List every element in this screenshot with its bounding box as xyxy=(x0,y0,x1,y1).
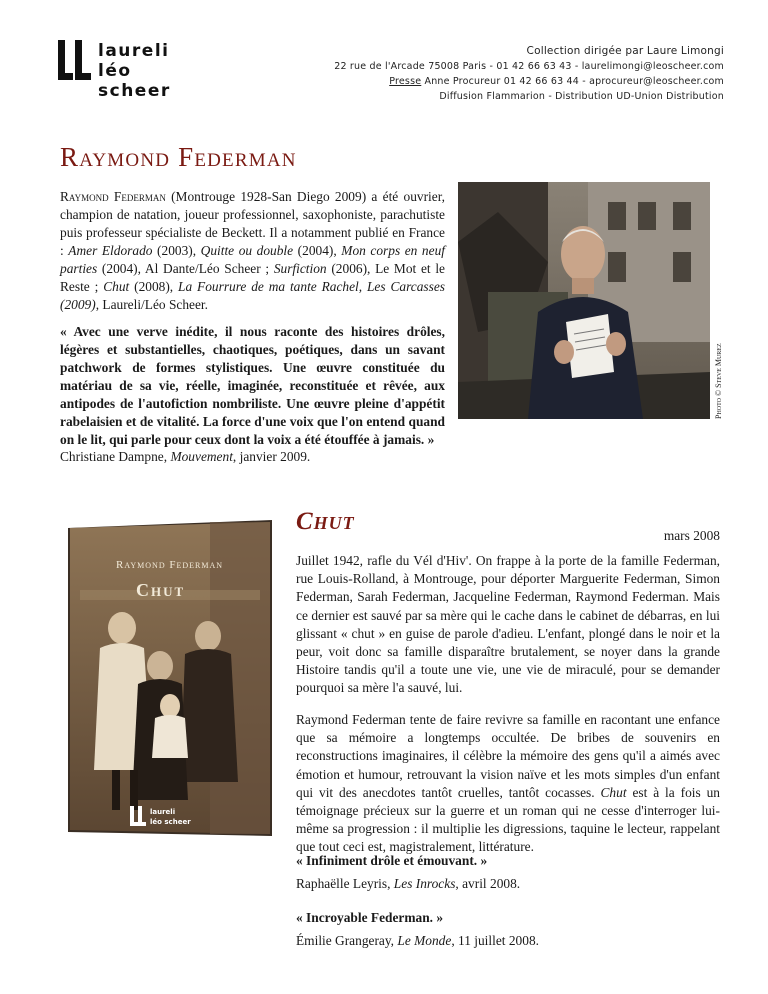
presse-line xyxy=(334,74,724,89)
bio-text: , Laureli/Léo Scheer. xyxy=(95,297,208,312)
publisher-logo xyxy=(58,40,208,101)
book-title: Chut xyxy=(296,508,355,535)
book-cover xyxy=(60,520,280,840)
publisher-contact-block xyxy=(334,44,724,104)
author-review-quote: « Avec une verve inédite, il nous raconte des histoires drôles, légères et substantielles, chaotiques, poétiques, dans un savant patchwork de formes stylistiques. Une œuvre constituée du matériau de sa vie, réelle, imaginée, reconstituée et rêvée, aux antipodes de l'autofiction nombriliste. Une œuvre pleine d'appétit rabelaisien et de vitalité. La force d'une voix que l'on entend quand on le lit, qui parle pour ceux dont la voix a été étouffée à jamais. » xyxy=(60,324,445,447)
work-title: Quitte ou double xyxy=(200,243,294,258)
logo-line-leo-scheer: léo scheer xyxy=(98,61,171,101)
author-heading: Raymond Federman xyxy=(60,142,297,172)
paragraph-text: est à la fois un témoignage précieux sur la guerre et un roman qui ne cesse d'interroger lui-même sa progression : il multiplie les digressions, taquine le lecteur, rappelant que tout ceci est, magistralement, littérature. xyxy=(296,784,720,855)
work-title: Mon corps en neuf parties xyxy=(60,243,445,276)
press-quote: « Infiniment drôle et émouvant. » xyxy=(296,853,488,868)
review-date: , janvier 2009. xyxy=(232,449,311,464)
press-author: Raphaëlle Leyris, xyxy=(296,876,394,891)
author-photo-image xyxy=(458,182,710,419)
press-publication: Le Monde xyxy=(397,933,452,948)
press-date: , avril 2008. xyxy=(455,876,521,891)
press-source xyxy=(296,933,539,949)
bio-author-name: Raymond Federman xyxy=(60,189,166,204)
book-summary-paragraph: Juillet 1942, rafle du Vél d'Hiv'. On frappe à la porte de la famille Federman, rue Louis-Rolland, à Montrouge, pour déporter Marguerite Federman, Simon Federman, Sarah Federman, Jacqueline Federman, Raymond Federman. Mais ce dernier est sauvé par sa mère qui le cache dans le cabinet de débarras, en lui glissant « chut » en guise de parole d'adieu. L'enfant, plongé dans le noir et la peur, voit donc sa famille disparaître brutalement, se noyer dans la grande Histoire tandis qu'il a toute une vie, une vie de miraculé, pour se demander pourquoi sa mère l'a sauvé, lui. xyxy=(296,553,720,696)
press-date: , 11 juillet 2008. xyxy=(451,933,539,948)
bio-text: (2006), Le Mot et le Reste ; xyxy=(60,261,445,294)
address-line: 22 rue de l'Arcade 75008 Paris - 01 42 66 63 43 - laurelimongi@leoscheer.com xyxy=(334,61,724,72)
book-description-paragraph xyxy=(296,711,720,857)
author-photo xyxy=(458,182,710,419)
bio-text: (2004), Al Dante/Léo Scheer ; xyxy=(97,261,274,276)
diffusion-line: Diffusion Flammarion - Distribution UD-Union Distribution xyxy=(439,91,724,102)
review-author: Christiane Dampne, xyxy=(60,449,171,464)
paragraph-text: Raymond Federman tente de faire revivre sa famille en racontant une enfance que sa mémoire a longtemps occultée. De bribes de souvenirs en reconstructions imaginaires, il célèbre la mémoire des gens qu'il a aimés avec émotion et humour, retrouvant la vision naïve et les mots simples d'un enfant qui vit des anecdotes tantôt cruelles, tantôt cocasses. xyxy=(296,712,720,800)
bio-text: (2003), xyxy=(152,243,201,258)
work-title: Amer Eldorado xyxy=(68,243,153,258)
cover-title: Chut xyxy=(136,580,186,600)
photo-credit: Photo © Steve Murez xyxy=(714,343,723,419)
logo-mark-icon xyxy=(58,40,92,80)
author-review-source xyxy=(60,449,445,465)
bio-text: (2004), xyxy=(293,243,342,258)
presse-contact: Anne Procureur 01 42 66 63 44 - aprocureur@leoscheer.com xyxy=(421,76,724,87)
cover-logo-line2: léo scheer xyxy=(150,818,191,826)
work-title: Chut xyxy=(103,279,130,294)
bio-text: (Montrouge 1928-San Diego 2009) a été ouvrier, champion de natation, joueur professionnel, saxophoniste, parachutiste puis professeur spécialiste de Beckett. Il a notamment publié en France : xyxy=(60,189,445,258)
book-cover-image xyxy=(60,520,280,840)
work-title: Surfiction xyxy=(273,261,327,276)
press-source xyxy=(296,876,520,892)
work-title: La Fourrure de ma tante Rachel, Les Carcasses (2009) xyxy=(60,279,446,312)
logo-line-laureli: laureli xyxy=(98,41,170,61)
cover-logo-line1: laureli xyxy=(150,808,176,816)
book-date: mars 2008 xyxy=(663,528,720,543)
presse-label: Presse xyxy=(389,76,422,87)
press-author: Émilie Grangeray, xyxy=(296,933,398,948)
collection-line: Collection dirigée par Laure Limongi xyxy=(526,45,724,57)
press-quote: « Incroyable Federman. » xyxy=(296,910,444,925)
press-publication: Les Inrocks xyxy=(393,876,456,891)
author-bio xyxy=(60,188,445,314)
review-publication: Mouvement xyxy=(170,449,233,464)
cover-author: Raymond Federman xyxy=(116,559,224,571)
bio-text: (2008), xyxy=(129,279,179,294)
work-title: Chut xyxy=(600,784,627,800)
